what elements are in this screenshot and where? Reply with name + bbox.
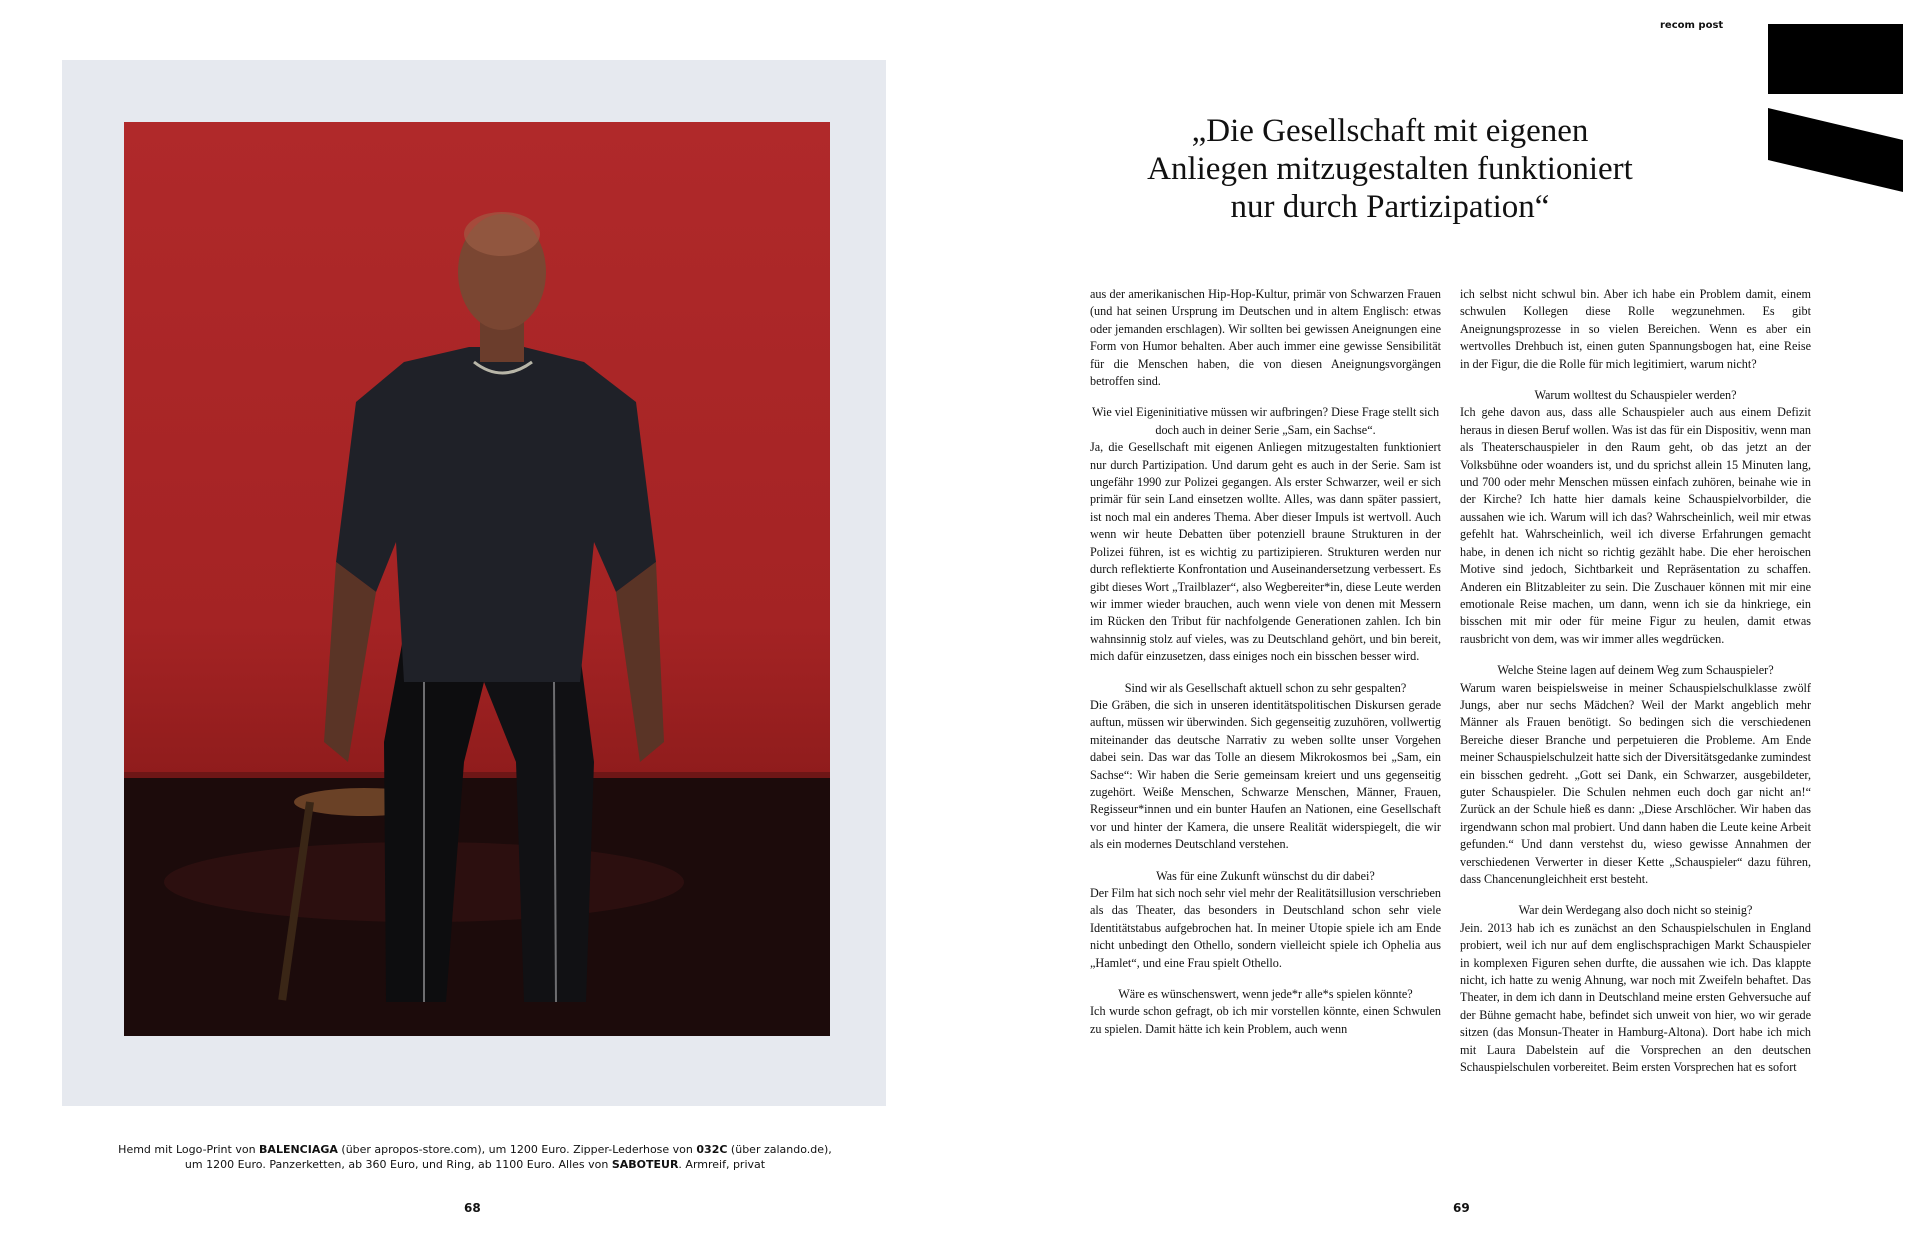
caption-text: Hemd mit Logo-Print von xyxy=(118,1143,260,1156)
article-column-left xyxy=(1090,286,1441,1174)
caption-brand: SABOTEUR xyxy=(611,1158,679,1171)
page-number-left: 68 xyxy=(464,1201,481,1215)
interview-question: War dein Werdegang also doch nicht so steinig? xyxy=(1518,903,1753,918)
magazine-logo-mark xyxy=(1768,24,1903,192)
interview-question: Sind wir als Gesellschaft aktuell schon zu sehr gespalten? xyxy=(1124,680,1407,695)
portrait-photo xyxy=(124,122,830,1036)
interview-question: Warum wolltest du Schauspieler werden? xyxy=(1534,388,1737,403)
interview-answer: Der Film hat sich noch sehr viel mehr der Realitätsillusion verschrieben als das Theater, das besonders in Deutschland schon sehr viele Identitätstabus aufgebrochen hat. In meiner Utopie spiele ich am Ende nicht unbedingt den Othello, sondern vielleicht spiele ich Ophelia aus „Hamlet“, und eine Frau spielt Othello. xyxy=(1090,886,1441,970)
interview-answer: aus der amerikanischen Hip-Hop-Kultur, primär von Schwarzen Frauen (und hat seinen Ursprung im Deutschen und in altem Englisch: etwas oder jemanden erschlagen). Wir sollten bei gewissen Aneignungen eine Form von Humor behalten. Aber auch immer eine gewisse Sensibilität für die Menschen haben, die von diesen Aneignungsvorgängen betroffen sind. xyxy=(1090,287,1441,389)
interview-answer: Die Gräben, die sich in unseren identitätspolitischen Diskursen gerade auftun, müssen wir überwinden. Sich gegenseitig zuzuhören, vollwertig miteinander das deutsche Narrativ zu weben sollte unser Vorgehen dabei sein. Das war das Tolle an diesem Mikrokosmos bei „Sam, ein Sachse“: Wir haben die Serie gemeinsam kreiert und uns gegenseitig zugehört. Weiße Menschen, Schwarze Menschen, Männer, Frauen, Regisseur*innen und ein bunter Haufen an Nationen, eine Gesellschaft vor und hinter der Kamera, die unsere Realität widerspiegelt, die wir als ein modernes Deutschland verstehen. xyxy=(1090,697,1441,852)
section-label: recom post xyxy=(1660,20,1724,31)
interview-answer: Jein. 2013 hab ich es zunächst an den Schauspielschulen in England probiert, weil ich nur auf dem englischsprachigen Markt Schauspieler in komplexen Figuren sehen durfte, die aussahen wie ich. Das klappte nicht, ich hatte zu wenig Ahnung, war noch mit Zweifeln behaftet. Das Theater, in dem ich dann in Deutschland meine ersten Gehversuche auf der Bühne gemacht habe, befindet sich unweit von hier, wo wir gerade sitzen (das Monsun-Theater in Hamburg-Altona). Dort habe ich mich mit Laura Dabelstein auf die Vorsprechen an den deutschen Schauspielschulen vorbereitet. Beim ersten Vorsprechen hat es sofort xyxy=(1460,920,1811,1075)
interview-answer: ich selbst nicht schwul bin. Aber ich habe ein Problem damit, einem schwulen Kollegen diese Rolle wegzunehmen. Es gibt Aneignungsprozesse in so vielen Bereichen. Wenn es aber ein wertvolles Drehbuch ist, einen guten Spannungsbogen hat, eine Reise in der Figur, die die Rolle für mich legitimiert, warum nicht? xyxy=(1460,287,1811,371)
interview-question: Welche Steine lagen auf deinem Weg zum Schauspieler? xyxy=(1497,663,1774,678)
caption-brand: 032C xyxy=(696,1143,728,1156)
interview-answer: Warum waren beispielsweise in meiner Schauspielschulklasse zwölf Jungs, aber nur sechs Mädchen? Weil der Markt angeblich mehr Männer als Frauen benötigt. So bedingen sich die verschiedenen Bereiche dieser Branche und perpetuieren die Probleme. Am Ende meiner Schauspielschulzeit hatte sich der Diversitätsgedanke zumindest ein bisschen gedreht. „Gott sei Dank, ein Schwarzer, ausgebildeter, guter Schauspieler. Die Schulen nehmen euch doch gar nicht an!“ Zurück an der Schule hieß es dann: „Diese Arschlöcher. Wir haben das irgendwann schon mal probiert. Und dann haben die Leute keine Arbeit gefunden.“ Und dann verstehst du, wieso gewisse Annahmen der verschiedenen Verwerter in dieser Kette „Schauspieler“ dazu führen, dass Chancenungleichheit erst besteht. xyxy=(1460,680,1811,886)
interview-question: Wäre es wünschenswert, wenn jede*r alle*s spielen könnte? xyxy=(1118,987,1413,1002)
portrait-illustration xyxy=(124,122,830,1036)
caption-brand: BALENCIAGA xyxy=(259,1143,338,1156)
interview-question: Wie viel Eigeninitiative müssen wir aufbringen? Diese Frage stellt sich doch auch in deiner Serie „Sam, ein Sachse“. xyxy=(1091,405,1440,437)
interview-answer: Ja, die Gesellschaft mit eigenen Anliegen mitzugestalten funktioniert nur durch Partizipation. Und darum geht es auch in der Serie. Sam ist ungefähr 1990 zur Polizei gegangen. Als erster Schwarzer, weil er sich primär für sein Land einsetzen wollte. Alles, was dann später passiert, ist noch mal ein anderes Thema. Aber dieser Impuls ist wertvoll. Auch wenn wir heute Debatten über potenziell braune Strukturen in der Polizei führen, ist es wichtig zu partizipieren. Strukturen werden nur durch reflektierte Konfrontation und Auseinandersetzung verbessert. Es gibt dieses Wort „Trailblazer“, also Wegbereiter*in, diese Leute werden wir immer wieder brauchen, auch wenn viele von denen mit Messern im Rücken den Tribut für nachfolgende Generationen zahlen. Ich bin wahnsinnig stolz auf vieles, was zu Deutschland gehört, und bin bereit, mich dafür einzusetzen, dass einiges noch ein bisschen besser wird. xyxy=(1090,440,1441,664)
interview-question: Was für eine Zukunft wünschst du dir dabei? xyxy=(1156,868,1375,883)
page-number-right: 69 xyxy=(1453,1201,1470,1215)
caption-text: (über apropos-store.com), um 1200 Euro. Zipper-Lederhose von xyxy=(337,1143,697,1156)
interview-answer: Ich gehe davon aus, dass alle Schauspieler auch aus einem Defizit heraus in diesen Beruf wollen. Was ist das für ein Dispositiv, wenn man als Theaterschauspieler in den Raum geht, ob das jetzt an der Volksbühne oder woanders ist, und du sprichst allein 15 Minuten lang, und 700 oder mehr Menschen müssen einfach zuhören, beinahe wie in der Kirche? Ich hatte hier damals keine Schauspielvorbilder, die aussahen wie ich. Warum will ich das? Wahrscheinlich, weil mir etwas gefehlt hat. Wahrscheinlich, weil ich diverse Erfahrungen gemacht habe, in denen ich nicht so richtig gezählt habe. Die eher heroischen Motive sind jedoch, Sichtbarkeit und Repräsentation zu schaffen. Anderen ein Blitzableiter zu sein. Die Zuschauer können mit mir eine emotionale Reise machen, um dann, wenn ich sie da hinkriege, ein bisschen mit mir oder für meine Figur zu heulen, damit etwas rausbricht von dem, was wir immer alles wegdrücken. xyxy=(1460,405,1811,646)
caption-text: . Armreif, privat xyxy=(678,1158,766,1171)
right-page xyxy=(960,0,1920,1251)
polaroid-frame xyxy=(62,60,886,1106)
article-column-right xyxy=(1460,286,1811,1174)
interview-answer: Ich wurde schon gefragt, ob ich mir vorstellen könnte, einen Schwulen zu spielen. Damit hätte ich kein Problem, auch wenn xyxy=(1090,1004,1441,1036)
caption-text: (über zalando.de), um 1200 Euro. Panzerketten, ab 360 Euro, und Ring, ab 1100 Euro. Alles von xyxy=(184,1143,832,1171)
photo-caption xyxy=(110,1142,840,1172)
pull-quote: „Die Gesellschaft mit eigenen Anliegen mitzugestalten funktioniert nur durch Partizipation“ xyxy=(1147,113,1633,225)
article-columns xyxy=(1090,286,1811,1174)
